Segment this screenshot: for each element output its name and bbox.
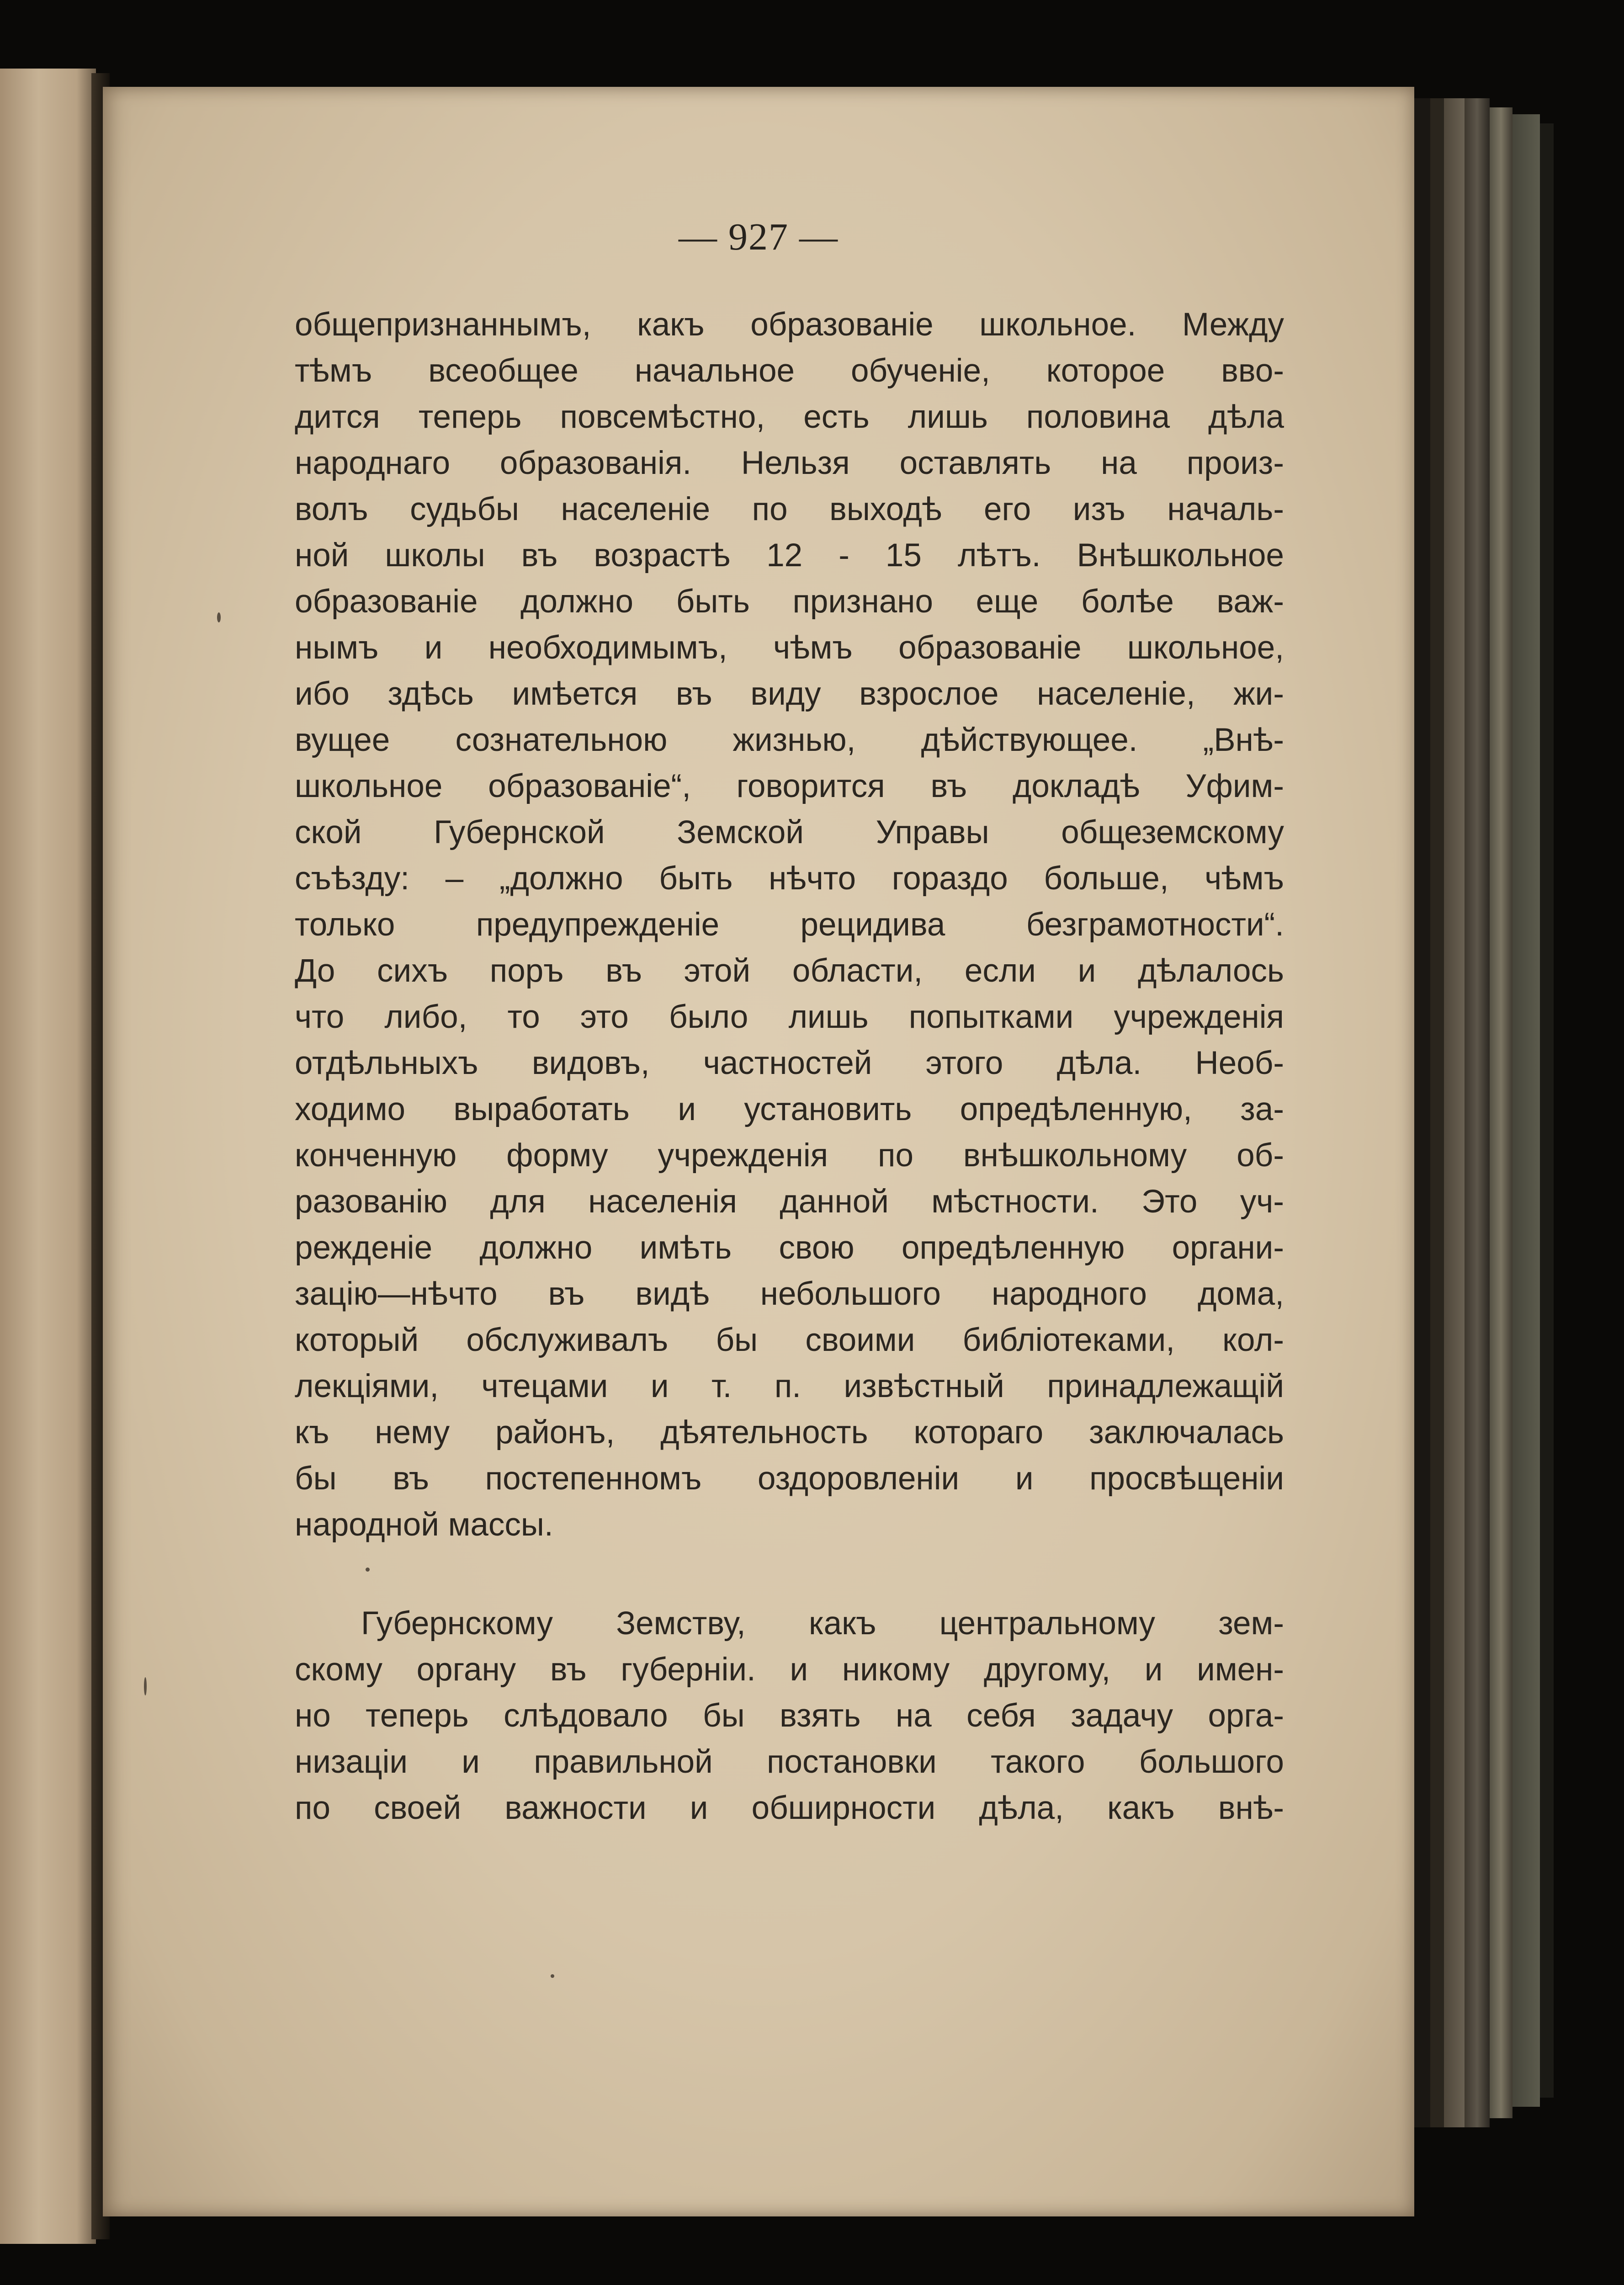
page-number: — 927 — (679, 216, 839, 258)
text-line: бы въ постепенномъ оздоровленіи и просвѣщеніи (295, 1461, 1284, 1497)
page-edge (1490, 107, 1513, 2118)
text-line: что либо, то это было лишь попытками учрежденія (295, 999, 1284, 1035)
text-line: съѣзду: – „должно быть нѣчто гораздо больше, чѣмъ (295, 861, 1284, 897)
page-edge (1465, 98, 1490, 2127)
book-cover-edge (1540, 123, 1554, 2098)
text-line: ской Губернской Земской Управы общеземскому (295, 814, 1284, 850)
text-line: низаціи и правильной постановки такого большого (295, 1744, 1284, 1780)
paragraph-1 (295, 302, 1284, 1548)
paper-speck (217, 612, 221, 622)
paragraph-2 (295, 1600, 1284, 1831)
text-line: только предупрежденіе рецидива безграмотности“. (295, 907, 1284, 943)
text-line: ной школы въ возрастѣ 12 - 15 лѣтъ. Внѣшкольное (295, 537, 1284, 574)
text-line: народной массы. (295, 1507, 553, 1543)
page-edge (1513, 114, 1540, 2107)
paper-speck (144, 1677, 147, 1695)
text-line: образованіе должно быть признано еще болѣе важ- (295, 584, 1284, 620)
text-line: который обслуживалъ бы своими библіотеками, кол- (295, 1322, 1284, 1358)
text-line: тѣмъ всеобщее начальное обученіе, которое вво- (295, 353, 1284, 389)
text-line: До сихъ поръ въ этой области, если и дѣлалось (295, 953, 1284, 989)
paper-speck (551, 1974, 554, 1978)
text-line: Губернскому Земству, какъ центральному зем- (361, 1605, 1284, 1642)
text-line: конченную форму учрежденія по внѣшкольному об- (295, 1137, 1284, 1174)
page-edge (1412, 98, 1430, 2127)
text-line: режденіе должно имѣть свою опредѣленную органи- (295, 1230, 1284, 1266)
text-line: скому органу въ губерніи. и никому другому, и имен- (295, 1652, 1284, 1688)
text-line: вущее сознательною жизнью, дѣйствующее. „Внѣ- (295, 722, 1284, 758)
text-line: дится теперь повсемѣстно, есть лишь половина дѣла (295, 399, 1284, 435)
text-line: отдѣльныхъ видовъ, частностей этого дѣла. Необ- (295, 1045, 1284, 1081)
text-line: общепризнаннымъ, какъ образованіе школьное. Между (295, 307, 1284, 343)
text-line: ибо здѣсь имѣется въ виду взрослое населеніе, жи- (295, 676, 1284, 712)
text-line: нымъ и необходимымъ, чѣмъ образованіе школьное, (295, 630, 1284, 666)
left-facing-page-edge (0, 69, 96, 2244)
book-page (103, 87, 1414, 2216)
text-line: разованію для населенія данной мѣстности. Это уч- (295, 1184, 1284, 1220)
text-line: волъ судьбы населеніе по выходѣ его изъ началь- (295, 491, 1284, 527)
text-line: къ нему районъ, дѣятельность котораго заключалась (295, 1414, 1284, 1451)
page-edge (1430, 98, 1444, 2127)
page-edge (1444, 98, 1465, 2127)
paragraph-gap (295, 1548, 1284, 1600)
text-line: народнаго образованія. Нельзя оставлять на произ- (295, 445, 1284, 481)
text-line: но теперь слѣдовало бы взять на себя задачу орга- (295, 1698, 1284, 1734)
text-line: ходимо выработать и установить опредѣленную, за- (295, 1091, 1284, 1127)
text-line: по своей важности и обширности дѣла, какъ внѣ- (295, 1790, 1284, 1826)
body-text (295, 302, 1284, 1831)
paper-speck (366, 1568, 370, 1572)
text-line: школьное образованіе“, говорится въ докладѣ Уфим- (295, 768, 1284, 804)
text-line: лекціями, чтецами и т. п. извѣстный принадлежащій (295, 1368, 1284, 1404)
text-line: зацію—нѣчто въ видѣ небольшого народного дома, (295, 1276, 1284, 1312)
